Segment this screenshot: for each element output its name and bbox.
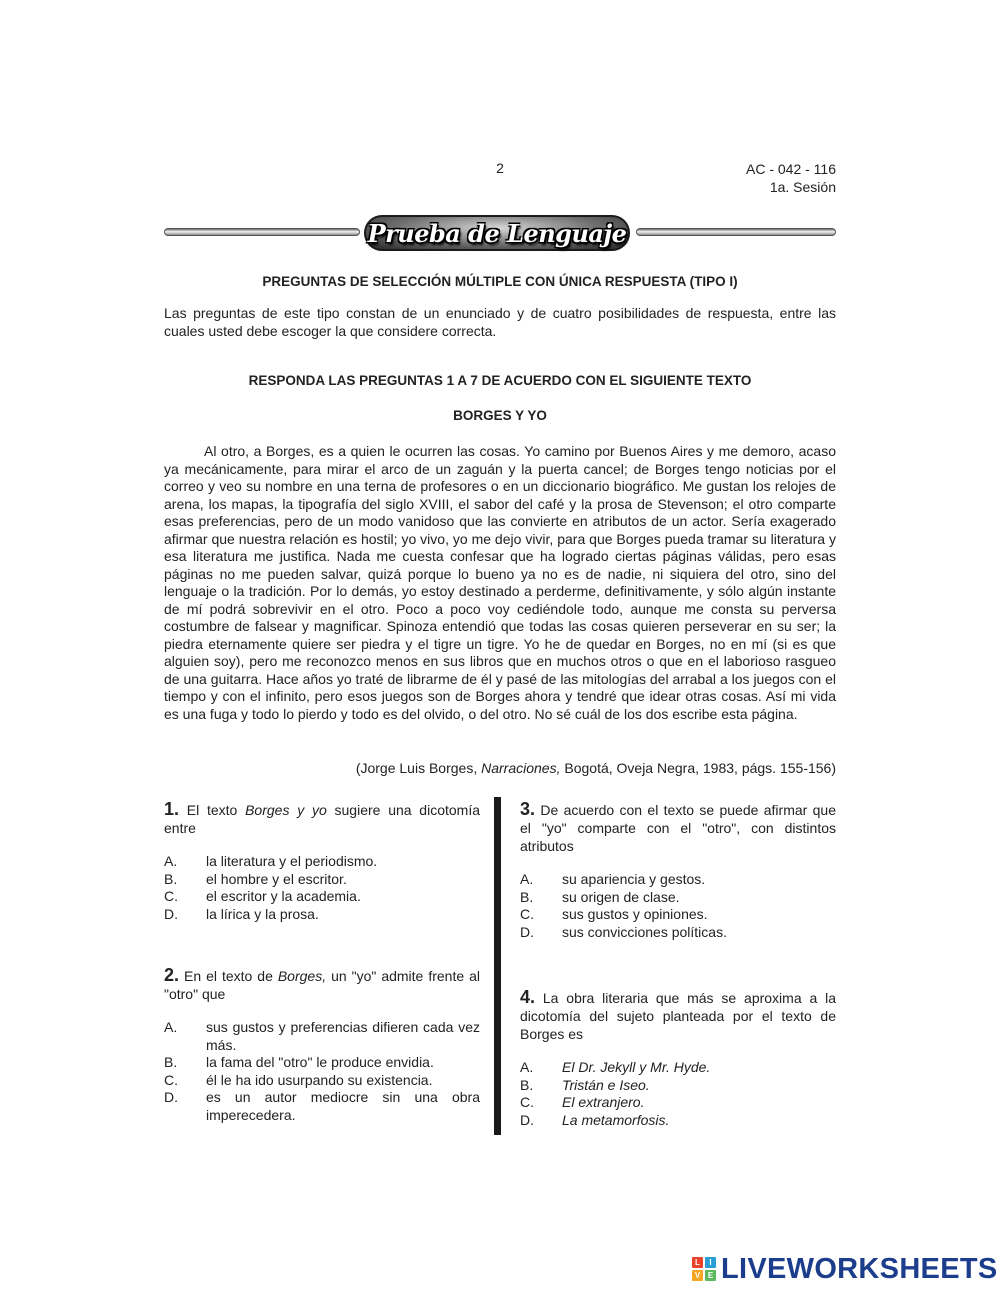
answer-option[interactable]	[164, 853, 480, 871]
answer-option[interactable]	[520, 1077, 836, 1095]
reading-passage: Al otro, a Borges, es a quien le ocurren las cosas. Yo camino por Buenos Aires y me demoro, acaso ya mecánicamente, para mirar el arco de un zaguán y la puerta cancel; de Borges tengo noticias por el correo y veo su nombre en una terna de profesores o en un diccionario biográfico. Me gustan los relojes de arena, los mapas, la tipografía del siglo XVIII, el sabor del café y la prosa de Stevenson; el otro comparte esas preferencias, pero de un modo vanidoso que las convierte en atributos de un actor. Sería exagerado afirmar que nuestra relación es hostil; yo vivo, yo me dejo vivir, para que Borges pueda tramar su literatura y esa literatura me justifica. Nada me cuesta confesar que ha logrado ciertas páginas válidas, pero esas páginas no me pueden salvar, quizá porque lo bueno ya no es de nadie, ni siquiera del otro, sino del lenguaje o la tradición. Por lo demás, yo estoy destinado a perderme, definitivamente, y sólo algún instante de mí podrá sobrevivir en el otro. Poco a poco voy cediéndole todo, aunque me consta su perversa costumbre de falsear y magnificar. Spinoza entendió que todas las cosas quieren perseverar en su ser; la piedra eternamente quiere ser piedra y el tigre un tigre. Yo he de quedar en Borges, no en mí (si es que alguien soy), pero me reconozco menos en sus libros que en muchos otros o que en el laborioso rasgueo de una guitarra. Hace años yo traté de librarme de él y pasé de las mitologías del arrabal a los juegos con el tiempo y con el infinito, pero esos juegos son de Borges ahora y tendré que idear otras cosas. Así mi vida es una fuga y todo lo pierdo y todo es del olvido, o del otro. No sé cuál de los dos escribe esta página.	[164, 443, 836, 722]
answer-option[interactable]	[520, 1112, 836, 1130]
question-2-stem-a: En el texto de	[179, 968, 278, 984]
question-3-options	[520, 871, 836, 941]
question-2-stem-c: un "yo" admite frente al "otro" que	[164, 968, 480, 1002]
option-letter: D.	[520, 1111, 534, 1128]
citation-book: Narraciones,	[481, 760, 561, 776]
answer-option[interactable]	[520, 889, 836, 907]
answer-option[interactable]	[164, 1054, 480, 1072]
document-code	[700, 160, 836, 196]
citation-post: Bogotá, Oveja Negra, 1983, págs. 155-156)	[560, 760, 836, 776]
option-text: su origen de clase.	[562, 888, 680, 905]
option-letter: D.	[164, 1089, 178, 1105]
option-letter: A.	[520, 871, 534, 887]
question-3-stem	[520, 800, 836, 855]
answer-option[interactable]	[164, 1072, 480, 1090]
logo-text: LIVEWORKSHEETS	[721, 1252, 998, 1285]
question-2	[164, 966, 480, 1124]
banner-rail-left	[164, 228, 360, 236]
option-text: Tristán e Iseo.	[562, 1076, 650, 1093]
option-letter: C.	[164, 1071, 178, 1088]
text-title: BORGES Y YO	[453, 408, 547, 423]
option-text: la lírica y la prosa.	[206, 905, 319, 922]
question-3-number: 3.	[520, 799, 536, 819]
instructions-paragraph: Las preguntas de este tipo constan de un enunciado y de cuatro posibilidades de respuesta, entre las cuales usted debe escoger la que considere correcta.	[164, 305, 836, 339]
answer-option[interactable]	[520, 871, 836, 889]
question-4	[520, 988, 836, 1129]
option-text: La metamorfosis.	[562, 1111, 670, 1128]
answer-option[interactable]	[520, 906, 836, 924]
option-text: El extranjero.	[562, 1094, 645, 1110]
option-text: el hombre y el escritor.	[206, 870, 347, 887]
section-title: PREGUNTAS DE SELECCIÓN MÚLTIPLE CON ÚNICA RESPUESTA (TIPO I)	[262, 274, 738, 289]
answer-option[interactable]	[520, 924, 836, 942]
option-letter: D.	[164, 905, 178, 922]
option-letter: C.	[520, 906, 534, 922]
option-letter: C.	[164, 888, 178, 904]
question-4-number: 4.	[520, 987, 536, 1007]
question-1-options	[164, 853, 480, 923]
answer-option[interactable]	[164, 1019, 480, 1054]
question-2-stem	[164, 966, 480, 1003]
option-text: es un autor mediocre sin una obra imperecedera.	[206, 1089, 480, 1123]
question-1	[164, 800, 480, 923]
question-1-stem-a: El texto	[179, 802, 246, 818]
question-1-number: 1.	[164, 799, 180, 819]
banner-title: Prueba de Lenguaje	[367, 218, 627, 248]
answer-option[interactable]	[520, 1059, 836, 1077]
option-letter: D.	[520, 923, 534, 940]
question-1-stem-c: sugiere una dicotomía entre	[164, 802, 481, 836]
respond-instruction: RESPONDA LAS PREGUNTAS 1 A 7 DE ACUERDO CON EL SIGUIENTE TEXTO	[248, 373, 752, 388]
question-1-stem	[164, 800, 480, 837]
option-text: la fama del "otro" le produce envidia.	[206, 1054, 434, 1070]
option-text: sus gustos y opiniones.	[562, 906, 708, 922]
answer-option[interactable]	[164, 906, 480, 924]
logo-mark-icon	[692, 1257, 716, 1281]
option-letter: C.	[520, 1094, 534, 1110]
question-3-stem-text: De acuerdo con el texto se puede afirmar que el "yo" comparte con el "otro", con distintos atributos	[520, 802, 836, 854]
column-divider	[494, 797, 501, 1135]
option-text: sus gustos y preferencias difieren cada vez más.	[206, 1019, 480, 1053]
logo-square: V	[692, 1270, 703, 1281]
code-label: AC - 042 - 116	[745, 161, 836, 177]
left-column	[164, 799, 481, 1123]
option-text: su apariencia y gestos.	[562, 871, 706, 887]
banner-rail-right	[636, 228, 836, 236]
liveworksheets-logo	[692, 1254, 998, 1284]
question-2-number: 2.	[164, 965, 180, 985]
question-4-stem	[520, 988, 836, 1043]
answer-option[interactable]	[520, 1094, 836, 1112]
question-4-options	[520, 1059, 836, 1129]
logo-square: I	[705, 1257, 716, 1268]
option-text: sus convicciones políticas.	[562, 923, 727, 940]
option-letter: A.	[164, 853, 178, 869]
option-text: él le ha ido usurpando su existencia.	[206, 1071, 433, 1088]
option-text: la literatura y el periodismo.	[206, 853, 378, 869]
option-text: El Dr. Jekyll y Mr. Hyde.	[562, 1059, 711, 1075]
section-banner	[164, 213, 836, 253]
session-label: 1a. Sesión	[769, 179, 836, 195]
option-letter: B.	[164, 1054, 178, 1070]
option-letter: A.	[164, 1019, 178, 1035]
question-3	[520, 800, 836, 941]
option-letter: B.	[520, 1076, 534, 1093]
answer-option[interactable]	[164, 1089, 480, 1124]
citation-pre: (Jorge Luis Borges,	[355, 760, 482, 776]
option-text: el escritor y la academia.	[206, 888, 361, 904]
answer-option[interactable]	[164, 871, 480, 889]
banner-pill	[364, 215, 630, 251]
question-2-stem-b: Borges,	[277, 968, 327, 984]
page-number: 2	[496, 160, 504, 176]
option-letter: B.	[164, 870, 178, 887]
right-column	[520, 799, 836, 1128]
citation	[164, 760, 836, 776]
option-letter: B.	[520, 888, 534, 905]
answer-option[interactable]	[164, 888, 480, 906]
question-4-stem-text: La obra literaria que más se aproxima a la dicotomía del sujeto planteada por el texto de Borges es	[520, 990, 836, 1042]
logo-square: E	[705, 1270, 716, 1281]
logo-square: L	[692, 1257, 703, 1268]
question-2-options	[164, 1019, 480, 1124]
option-letter: A.	[520, 1059, 534, 1075]
question-1-stem-b: Borges y yo	[245, 802, 327, 818]
